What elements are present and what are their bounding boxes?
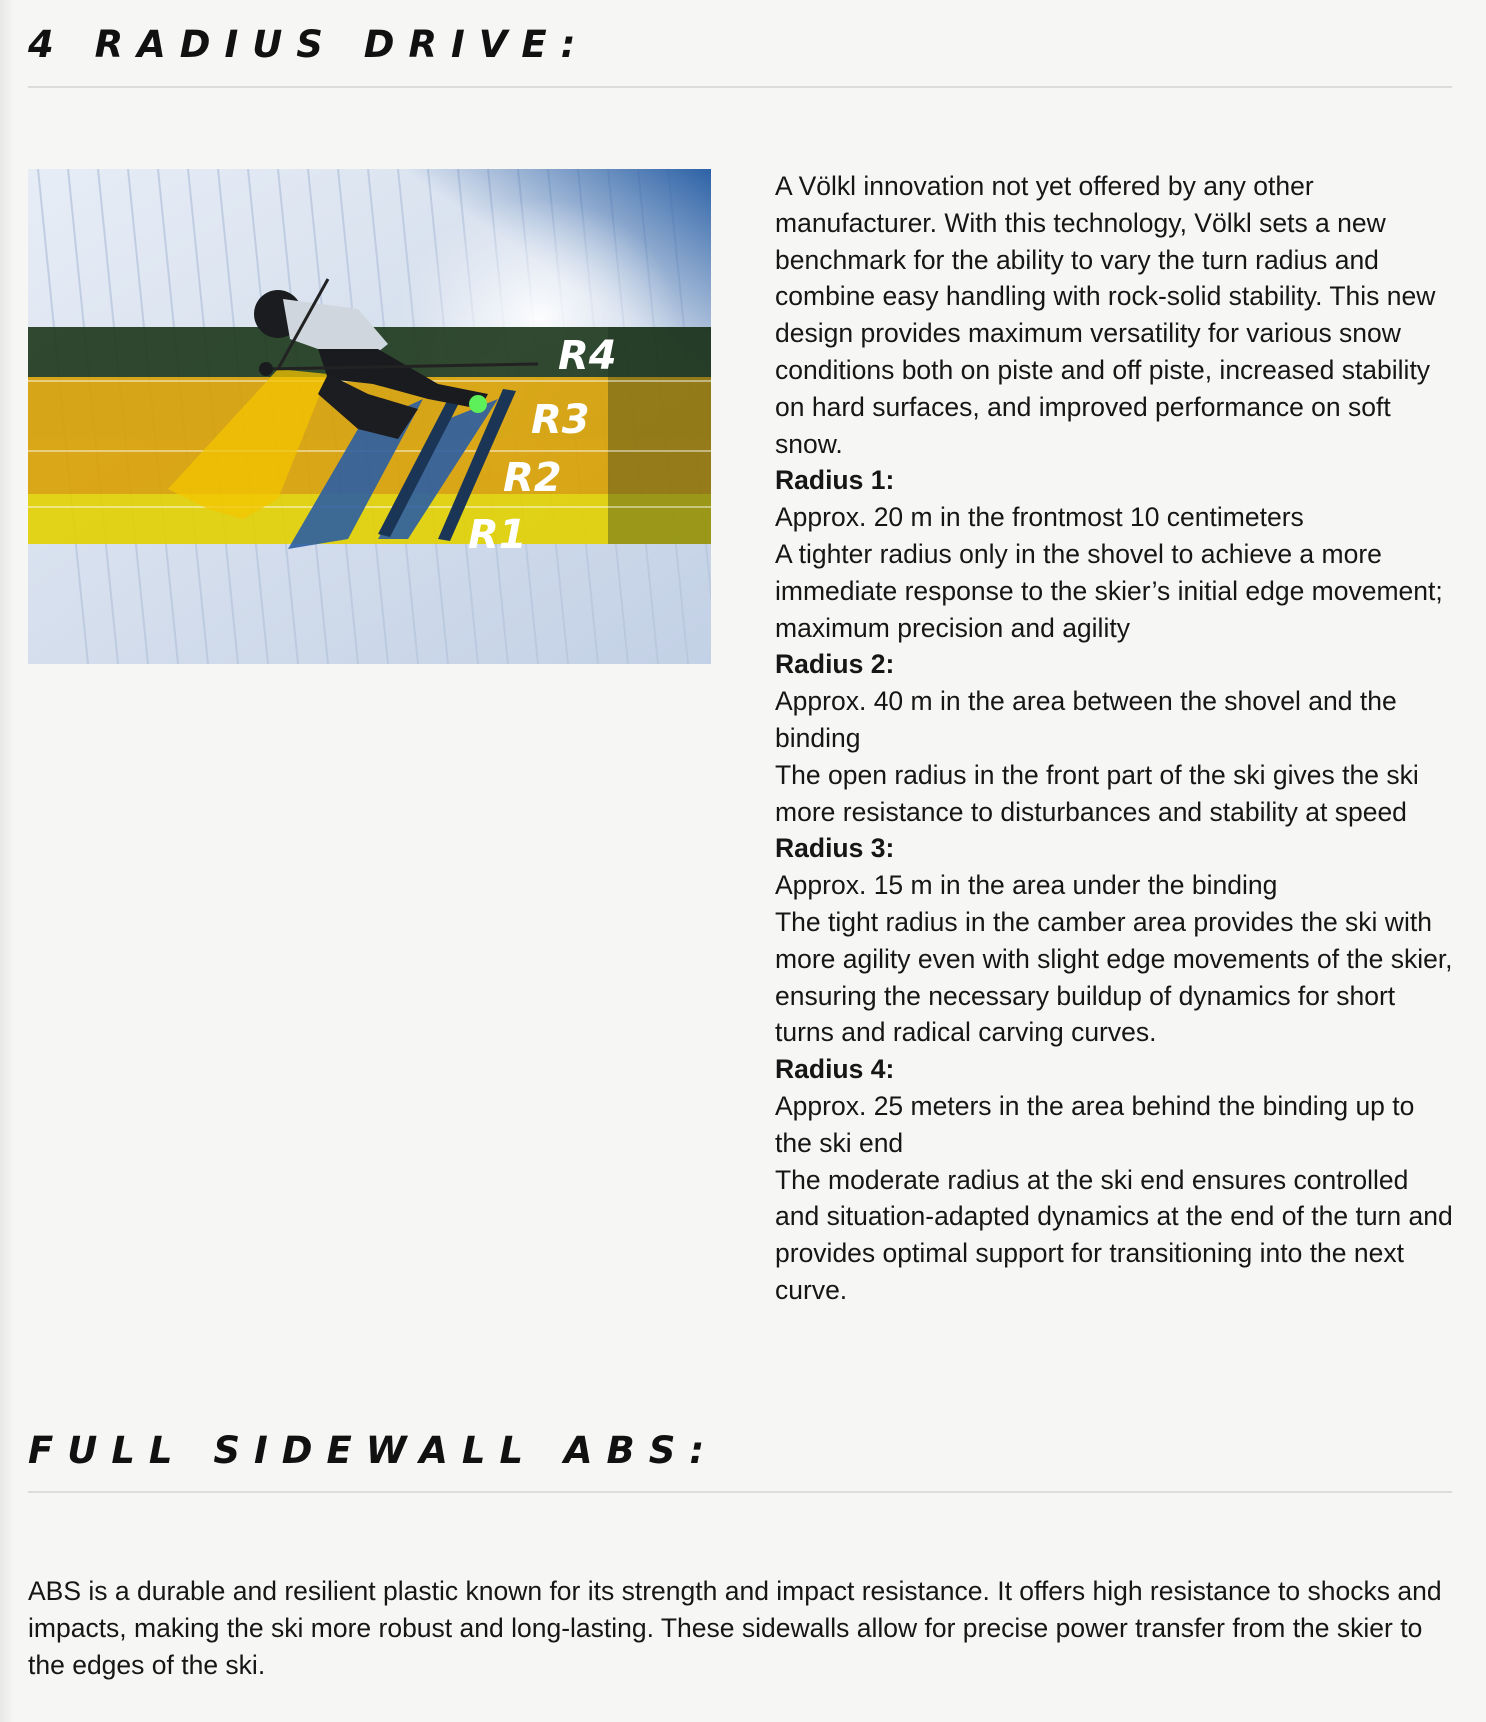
radius-label-r2: R2 [503, 455, 562, 501]
radius-2-heading: Radius 2: [775, 649, 895, 680]
radius-4-spec: Approx. 25 meters in the area behind the binding up to the ski end [775, 1090, 1415, 1158]
skier-radius-zones-image [28, 169, 711, 664]
page-edge-shadow [0, 0, 14, 1722]
full-sidewall-abs-description: ABS is a durable and resilient plastic known for its strength and impact resistance. It offers high resistance to shocks and impacts, making the ski more robust and long-lasting. These sidewalls allow for precise power transfer from the skier to the edges of the ski. [28, 1576, 1442, 1680]
section-title-full-sidewall-abs: FULL SIDEWALL ABS: [28, 1429, 719, 1472]
section-divider [28, 86, 1452, 88]
radius-2-spec: Approx. 40 m in the area between the shovel and the binding [775, 686, 1397, 753]
radius-3-heading: Radius 3: [775, 833, 895, 864]
radius-label-r1: R1 [468, 512, 527, 558]
radius-1-spec: Approx. 20 m in the frontmost 10 centimeters [775, 502, 1304, 533]
radius-drive-description [775, 168, 1455, 1309]
radius-4-heading: Radius 4: [775, 1054, 895, 1085]
radius-3-spec: Approx. 15 m in the area under the binding [775, 870, 1278, 901]
section-title-4-radius-drive: 4 RADIUS DRIVE: [28, 23, 590, 66]
radius-2-detail: The open radius in the front part of the ski gives the ski more resistance to disturbances and stability at speed [775, 759, 1419, 827]
radius-drive-intro: A Völkl innovation not yet offered by any other manufacturer. With this technology, Völkl sets a new benchmark for the ability to vary the turn radius and combine easy handling with rock-solid stability. This new design provides maximum versatility for various snow conditions both on piste and off piste, increased stability on hard surfaces, and improved performance on soft snow. [775, 171, 1436, 459]
radius-label-r4: R4 [558, 333, 617, 379]
section-divider [28, 1491, 1452, 1493]
radius-label-r3: R3 [531, 397, 590, 443]
radius-3-detail: The tight radius in the camber area provides the ski with more agility even with slight edge movements of the skier, ensuring the necessary buildup of dynamics for short turns and radical carving curves. [775, 906, 1453, 1048]
radius-1-heading: Radius 1: [775, 465, 895, 496]
radius-4-detail: The moderate radius at the ski end ensures controlled and situation-adapted dynamics at the end of the turn and provides optimal support for transitioning into the next curve. [775, 1164, 1453, 1305]
radius-1-detail: A tighter radius only in the shovel to achieve a more immediate response to the skier’s initial edge movement; maximum precision and agility [775, 538, 1443, 643]
